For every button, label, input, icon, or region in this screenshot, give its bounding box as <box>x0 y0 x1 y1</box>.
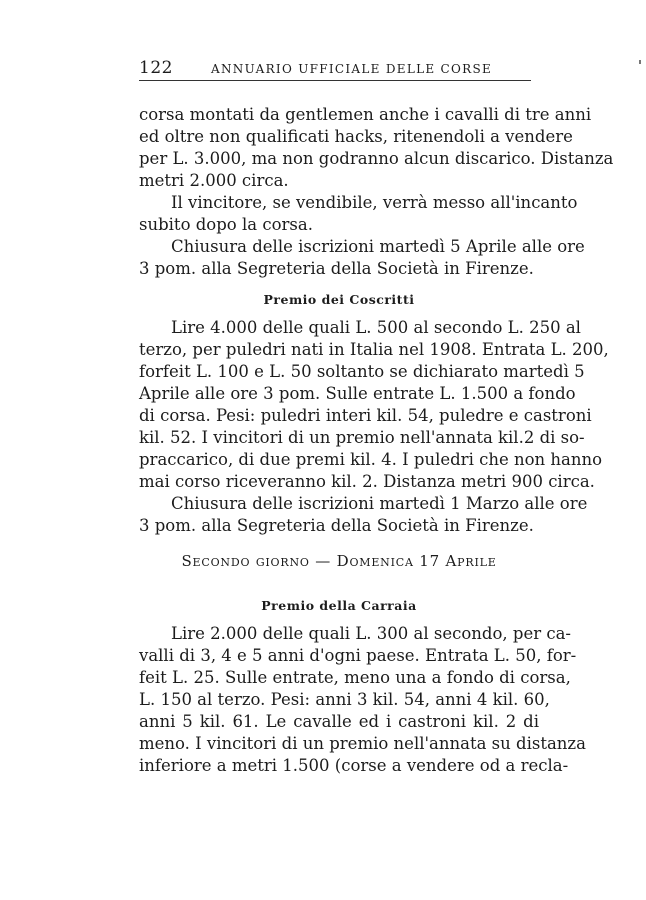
text-line: mai corso riceveranno kil. 2. Distanza metri 900 circa. <box>139 472 595 491</box>
text-line: valli di 3, 4 e 5 anni d'ogni paese. Entrata L. 50, for- <box>139 646 577 665</box>
text-line: 3 pom. alla Segreteria della Società in Firenze. <box>139 259 534 278</box>
text-line: 3 pom. alla Segreteria della Società in Firenze. <box>139 516 534 535</box>
text-line: meno. I vincitori di un premio nell'annata su distanza <box>139 734 586 753</box>
text-line: praccarico, di due premi kil. 4. I puledri che non hanno <box>139 450 603 469</box>
text-line: subito dopo la corsa. <box>139 215 313 234</box>
running-title: ANNUARIO UFFICIALE DELLE CORSE <box>211 62 493 76</box>
text-line: kil. 52. I vincitori di un premio nell'annata kil.2 di so- <box>139 428 585 447</box>
scan-artifact <box>639 60 641 64</box>
text-line: Chiusura delle iscrizioni martedì 1 Marzo alle ore <box>171 494 588 513</box>
section-heading-coscritti: Premio dei Coscritti <box>263 292 415 307</box>
page-number: 122 <box>139 58 173 78</box>
day-heading: Secondo giorno — Domenica 17 Aprile <box>181 552 497 570</box>
text-line: Lire 2.000 delle quali L. 300 al secondo, per ca- <box>171 624 572 643</box>
text-line: Lire 4.000 delle quali L. 500 al secondo L. 250 al <box>171 318 581 337</box>
text-line: inferiore a metri 1.500 (corse a vendere od a recla- <box>139 756 569 775</box>
text-line: feit L. 25. Sulle entrate, meno una a fondo di corsa, <box>139 668 571 687</box>
text-line: anni 5 kil. 61. Le cavalle ed i castroni kil. 2 di <box>139 712 539 731</box>
section-heading-carraia: Premio della Carraia <box>261 598 417 613</box>
text-line: metri 2.000 circa. <box>139 171 289 190</box>
text-line: Il vincitore, se vendibile, verrà messo all'incanto <box>171 193 578 212</box>
text-line: Chiusura delle iscrizioni martedì 5 Aprile alle ore <box>171 237 585 256</box>
text-line: ed oltre non qualificati hacks, ritenendoli a vendere <box>139 127 573 146</box>
text-line: Aprile alle ore 3 pom. Sulle entrate L. 1.500 a fondo <box>139 384 576 403</box>
text-line: forfeit L. 100 e L. 50 soltanto se dichiarato martedì 5 <box>139 362 585 381</box>
text-line: L. 150 al terzo. Pesi: anni 3 kil. 54, anni 4 kil. 60, <box>139 690 550 709</box>
text-line: terzo, per puledri nati in Italia nel 1908. Entrata L. 200, <box>139 340 609 359</box>
text-line: per L. 3.000, ma non godranno alcun discarico. Distanza <box>139 149 614 168</box>
page-header <box>139 56 531 81</box>
text-line: di corsa. Pesi: puledri interi kil. 54, puledre e castroni <box>139 406 592 425</box>
text-line: corsa montati da gentlemen anche i cavalli di tre anni <box>139 105 592 124</box>
